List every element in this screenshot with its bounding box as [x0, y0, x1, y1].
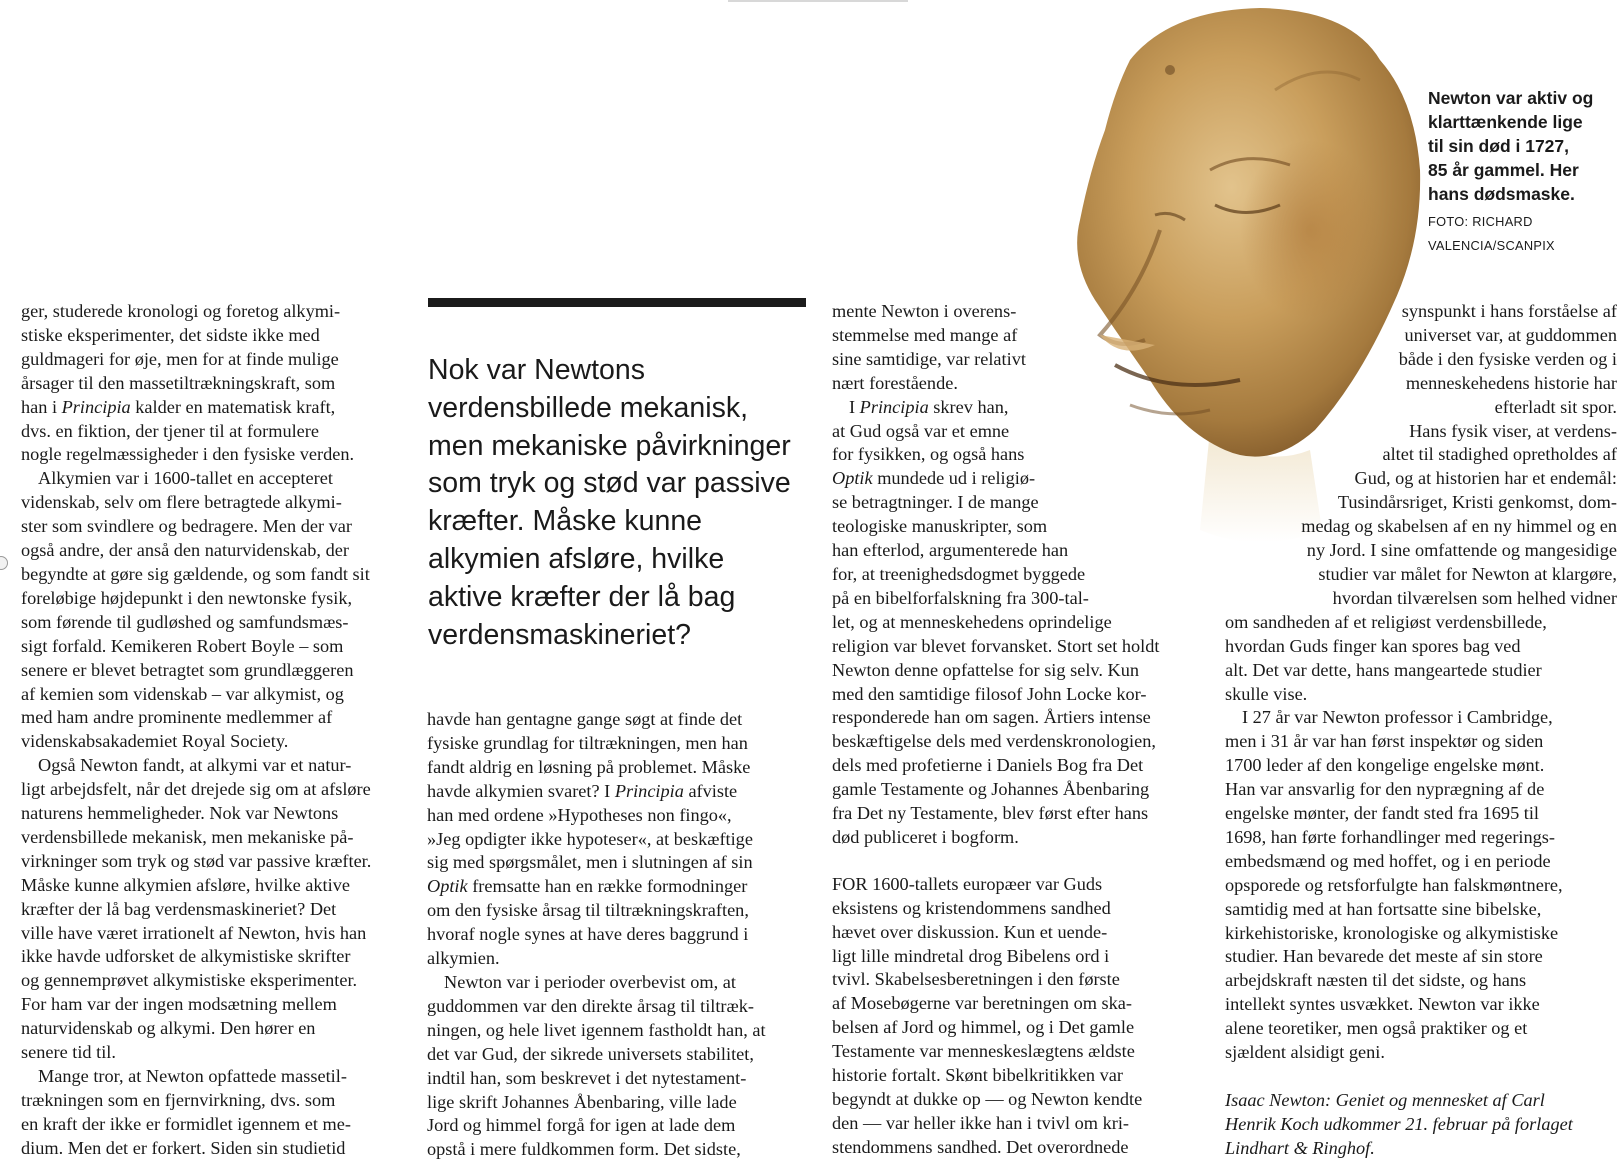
paragraph: Alkymien var i 1600-tallet en accepteret videnskab, selv om flere betragtede alkymi- ster som svindlere og bedragere. Men der var også andre, der anså den naturvidenskab, der begyndte at gøre sig gældende, og som fandt sit foreløbige højdepunkt i den newtonske fysik, som førende til gudløshed og samfundsmæs- sigt forfald. Kemikeren Robert Boyle – som senere er blevet betragtet som grundlæggeren af kemien som videnskab – var alkymist, og med ham andre prominente medlemmer af videnskabsakademiet Royal Society.: [21, 468, 370, 752]
article-column-4: [1225, 300, 1617, 1161]
paragraph: ger, studerede kronologi og foretog alkymi- stiske eksperimenter, det sidste ikke med guldmageri for øje, men for at finde mulige årsager til den massetiltrækningskraft, som han i Principia kalder en matematisk kraft, dvs. en fiktion, der tjener til at formulere nogle regelmæssigheder i den fysiske verden.: [21, 301, 355, 465]
pullquote: Nok var Newtons verdensbillede mekanisk, men mekaniske påvirkninger som tryk og stød var passive kræfter. Måske kunne alkymien afsløre, hvilke aktive kræfter der lå bag verdensmaskineriet?: [428, 354, 791, 651]
paragraph: Hans fysik viser, at verdens- altet til stadighed opretholdes af Gud, og at historien har et endemål: Tusindårsriget, Kristi genkomst, dom- medag og skabelsen af en ny himmel og en ny Jord. I sine omfattende og mangesidige studier var målet for Newton at klargøre, hvordan tilværelsen som helhed vidner om sandheden af et religiøst verdensbillede, hvordan Guds finger kan spores bag ved alt. Det var dette, hans mangeartede studier skulle vise.: [1225, 420, 1617, 704]
book-byline: Isaac Newton: Geniet og mennesket af Carl Henrik Koch udkommer 21. februar på forlaget Lindhart & Ringhof.: [1225, 1090, 1573, 1158]
paragraph: Også Newton fandt, at alkymi var et natur- ligt arbejdsfelt, når det drejede sig om at afsløre naturens hemmeligheder. Nok var Newtons verdensbillede mekanisk, men mekaniske på- virkninger som tryk og stød var passive kræfter. Måske kunne alkymien afsløre, hvilke aktive kræfter der lå bag verdensmaskineriet? Det ville have været irrationelt af Newton, hvis han ikke havde udforsket de alkymistiske skrifter og gennemprøvet alkymistiske eksperimenter. For ham var der ingen modsætning mellem naturvidenskab og alkymi. Den hører en senere tid til.: [21, 755, 372, 1063]
caption-line: hans dødsmaske.: [1428, 184, 1575, 204]
caption-line: til sin død i 1727,: [1428, 136, 1570, 156]
caption-line: 85 år gammel. Her: [1428, 160, 1579, 180]
caption-line: klarttænkende lige: [1428, 112, 1583, 132]
caption-line: Newton var aktiv og: [1428, 88, 1594, 108]
pullquote-rule: [428, 298, 806, 307]
article-column-1: [21, 300, 391, 1161]
paragraph: havde han gentagne gange søgt at finde det fysiske grundlag for tiltrækningen, men han fandt aldrig en løsning på problemet. Måske havde alkymien svaret? I Principia afviste han med ordene »Hypotheses non fingo«, »Jeg opdigter ikke hypoteser«, at beskæftige sig med spørgsmålet, men i slutningen af sin Optik fremsatte han en række formodninger om den fysiske årsag til tiltrækningskraften, hvoraf nogle synes at have deres baggrund i alkymien.: [427, 709, 753, 969]
article-column-3: [832, 300, 1212, 1160]
paragraph: synspunkt i hans forståelse af universet var, at guddommen både i den fysiske verden og i menneskehedens historie har efterladt sit spor.: [1398, 301, 1617, 417]
paragraph: I Principia skrev han, at Gud også var et emne for fysikken, og også hans Optik mundede ud i religiø- se betragtninger. I de mange teologiske manuskripter, som han efterlod, argumenterede han for, at treenighedsdogmet byggede på en bibelforfalskning fra 300-tal- let, og at menneskehedens oprindelige religion var blevet forvansket. Stort set holdt Newton denne opfattelse for sig selv. Kun med den samtidige filosof John Locke kor- responderede han om sagen. Årtiers intense beskæftigelse dels med verdenskronologien, dels med profetierne i Daniels Bog fra Det gamle Testamente og Johannes Åbenbaring fra Det ny Testamente, blev først efter hans død publiceret i bogform.: [832, 396, 1160, 847]
paragraph: mente Newton i overens- stemmelse med mange af sine samtidige, var relativt nært forestående.: [832, 301, 1026, 393]
paragraph: Mange tror, at Newton opfattede massetil- trækningen som en fjernvirkning, dvs. som en kraft der ikke er formidlet igennem et me- dium. Men det er forkert. Siden sin studietid: [21, 1066, 351, 1158]
paragraph: I 27 år var Newton professor i Cambridge, men i 31 år var han først inspektør og siden 1700 leder af den kongelige engelske mønt. Han var ansvarlig for den nyprægning af de engelske mønter, der fandt sted fra 1695 til 1698, han førte forhandlinger med regerings- embedsmænd og med hoffet, og i en periode opsporede og retsforfulgte han falskmøntnere, samtidig med at han fortsatte sine bibelske, kirkehistoriske, kronologiske og alkymistiske studier. Han bevarede det meste af sin store arbejdskraft næsten til det sidste, og hans intellekt syntes usvækket. Newton var ikke alene teoretiker, men også praktiker og et sjældent alsidigt geni.: [1225, 707, 1563, 1063]
binder-ring-icon: [0, 556, 8, 570]
photo-caption: [1428, 86, 1618, 258]
paragraph: Newton var i perioder overbevist om, at guddommen var den direkte årsag til tiltræk- ningen, og hele livet igennem fastholdt han, at det var Gud, der sikrede universets stabilitet, indtil han, som beskrevet i det nytestament- lige skrift Johannes Åbenbaring, ville lade Jord og himmel forgå for igen at lade dem opstå i mere fuldkommen form. Det sidste,: [427, 971, 766, 1160]
paragraph: FOR 1600-tallets europæer var Guds eksistens og kristendommens sandhed hævet over diskussion. Kun et uende- ligt lille mindretal drog Bibelens ord i tvivl. Skabelsesberetningen i den første af Mosebøgerne var beretningen om ska- belsen af Jord og himmel, og i Det gamle Testamente var menneskeslægtens ældste historie fortalt. Skønt bibelkritikken var begyndt at dukke op — og Newton kendte den — var heller ikke han i tvivl om kri- stendommens sandhed. Det overordnede: [832, 873, 1143, 1157]
article-column-2: [427, 708, 797, 1162]
photo-credit: FOTO: RICHARD VALENCIA/SCANPIX: [1428, 214, 1555, 253]
top-edge-bar: [728, 0, 908, 2]
